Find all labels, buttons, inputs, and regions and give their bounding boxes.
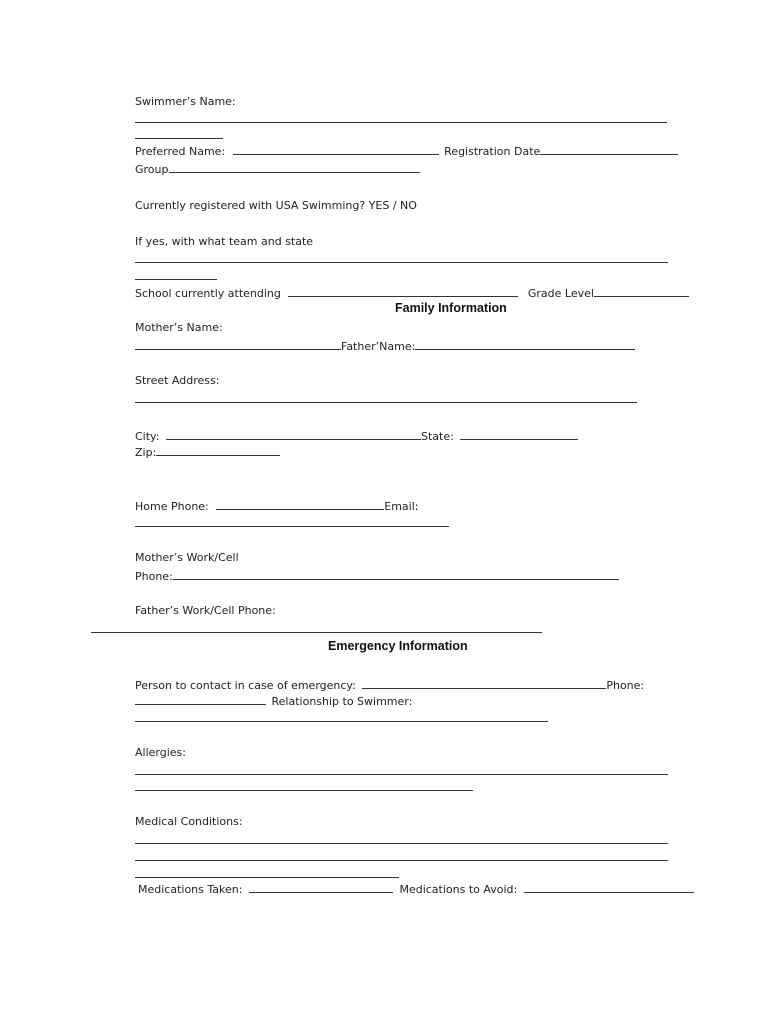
swimmer-name-label: Swimmer’s Name: [135,95,236,108]
relationship-label: Relationship to Swimmer: [271,695,413,708]
emergency-contact-field[interactable] [362,677,606,689]
team-state-line-2[interactable] [135,279,217,280]
father-phone-line[interactable] [91,632,542,633]
team-state-line[interactable] [135,262,668,263]
mother-phone-field[interactable] [173,568,619,580]
registration-date-label: Registration Date [444,145,541,158]
father-work-label: Father’s Work/Cell Phone: [135,604,276,617]
home-phone-label: Home Phone: [135,500,209,513]
mother-work-label: Mother’s Work/Cell [135,551,239,564]
preferred-name-field[interactable] [233,143,439,155]
grade-label: Grade Level [527,287,594,300]
state-field[interactable] [460,428,578,440]
swimmer-name-line-2[interactable] [135,138,223,139]
street-address-label: Street Address: [135,374,220,387]
home-phone-field[interactable] [216,498,384,510]
school-label: School currently attending [135,287,281,300]
group-row [135,161,420,177]
father-name-label: Father’Name: [341,340,416,353]
medical-line-1[interactable] [135,843,668,844]
zip-label: Zip: [135,446,157,459]
family-heading: Family Information [395,301,507,315]
grade-field[interactable] [594,285,689,297]
mother-phone-row [135,568,619,584]
zip-row [135,444,280,460]
medications-avoid-label: Medications to Avoid: [399,883,518,896]
mother-phone-label: Phone: [135,570,173,583]
allergies-line-2[interactable] [135,790,473,791]
registration-date-field[interactable] [540,143,678,155]
emergency-contact-label: Person to contact in case of emergency: [135,679,356,692]
emergency-contact-row [135,677,644,693]
team-state-label: If yes, with what team and state [135,235,314,248]
emergency-phone-field[interactable] [135,693,266,705]
mother-name-label: Mother’s Name: [135,321,223,334]
school-field[interactable] [288,285,518,297]
medical-conditions-label: Medical Conditions: [135,815,243,828]
medications-taken-field[interactable] [249,881,393,893]
preferred-name-row [135,143,678,159]
email-label: Email: [384,500,419,513]
school-row [135,285,689,301]
father-name-field[interactable] [415,338,635,350]
mother-name-field[interactable] [135,338,341,350]
city-label: City: [135,430,160,443]
street-address-line[interactable] [135,402,637,403]
medications-row [138,881,694,897]
emergency-phone-label: Phone: [606,679,645,692]
emergency-heading: Emergency Information [328,639,468,653]
allergies-label: Allergies: [135,746,186,759]
state-label: State: [420,430,454,443]
zip-field[interactable] [156,444,280,456]
medical-line-3[interactable] [135,877,399,878]
medical-line-2[interactable] [135,860,668,861]
relationship-line[interactable] [135,721,548,722]
medications-avoid-field[interactable] [524,881,694,893]
preferred-name-label: Preferred Name: [135,145,226,158]
swimmer-name-line[interactable] [135,122,667,123]
group-field[interactable] [169,161,420,173]
group-label: Group [135,163,169,176]
medications-taken-label: Medications Taken: [138,883,243,896]
parent-names-row [135,338,635,354]
city-state-row [135,428,578,444]
home-phone-row [135,498,419,514]
usa-swimming-question: Currently registered with USA Swimming? YES / NO [135,199,417,212]
city-field[interactable] [166,428,421,440]
email-line[interactable] [135,526,449,527]
relationship-row [135,693,412,709]
allergies-line[interactable] [135,774,668,775]
